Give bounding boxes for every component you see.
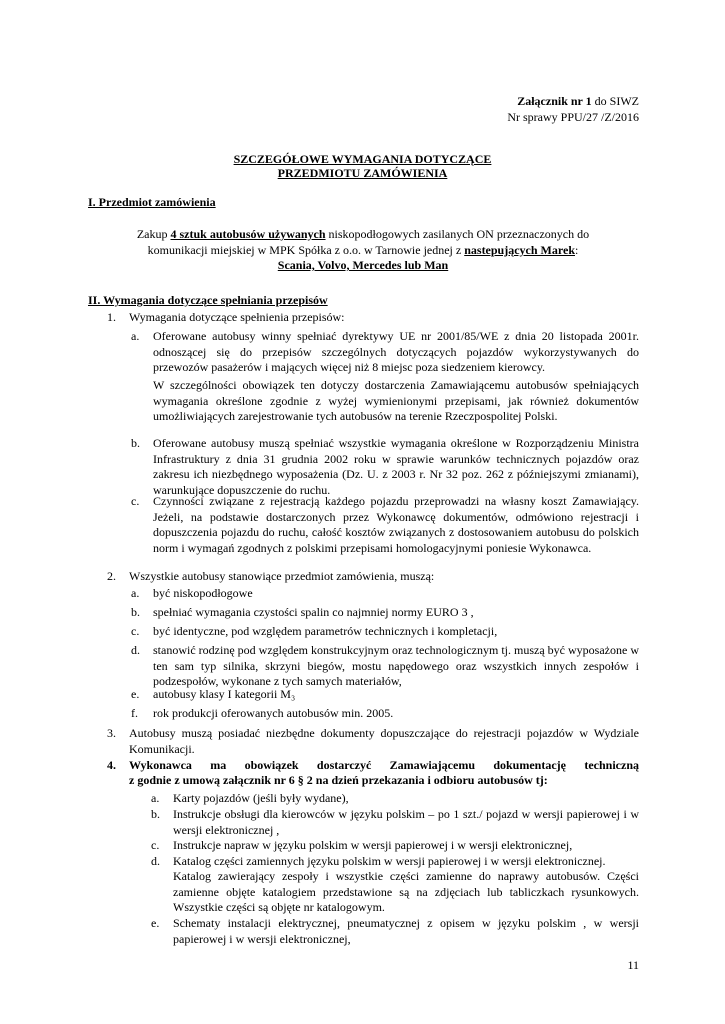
item-2b-text: spełniać wymagania czystości spalin co najmniej normy EURO 3 , (153, 605, 474, 619)
attachment-suffix: do SIWZ (591, 94, 639, 108)
attachment-number: Załącznik nr 1 (517, 94, 592, 108)
attachment-ref (517, 94, 639, 110)
item-4a-text: Karty pojazdów (jeśli były wydane), (173, 791, 349, 805)
intro-text-cont: niskopodłogowych zasilanych ON przeznaczonych do (325, 227, 590, 241)
item-2e-text: autobusy klasy I kategorii M₃ (153, 687, 296, 701)
intro-text-2: komunikacji miejskiej w MPK Spółka z o.o. w Tarnowie jednej z (147, 243, 465, 257)
item-1b-text: Oferowane autobusy muszą spełniać wszystkie wymagania określone w Rozporządzeniu Ministra Infrastruktury z dnia 31 grudnia 2002 roku w sprawie warunków technicznych pojazdów oraz zakresu ich niezbędnego wyposażenia (Dz. U. z 2003 r. Nr 32 poz. 262 z późniejszymi zmianami), warunkujące dopuszczenie do ruchu. (153, 436, 639, 497)
item-3-text: Autobusy muszą posiadać niezbędne dokumenty dopuszczające do rejestracji pojazdów w Wydziale Komunikacji. (129, 726, 639, 756)
document-title-line2: PRZEDMIOTU ZAMÓWIENIA (277, 166, 448, 180)
intro-text: Zakup (136, 227, 171, 241)
item-4d-label: d. (151, 854, 160, 868)
item-2f-label: f. (131, 706, 138, 720)
section-1-heading: I. Przedmiot zamówienia (88, 195, 216, 209)
item-2c-label: c. (131, 624, 140, 638)
section-2-heading: II. Wymagania dotyczące spełniania przepisów (88, 293, 328, 307)
item-4b-label: b. (151, 807, 160, 821)
intro-line2 (88, 243, 638, 259)
item-2-label: Wszystkie autobusy stanowiące przedmiot zamówienia, muszą: (129, 569, 435, 583)
item-2a-label: a. (131, 586, 140, 600)
item-1b-label: b. (131, 436, 140, 450)
item-1a-text: Oferowane autobusy winny spełniać dyrektywy UE nr 2001/85/WE z dnia 20 listopada 2001r. odnoszącej się do przepisów szczególnych dotyczących pojazdów wykorzystywanych do przewozów pasażerów i mających więcej niż 8 miejsc poza siedzeniem kierowcy. (153, 329, 639, 374)
item-1-number: 1. (107, 310, 116, 324)
intro-brands: Scania, Volvo, Mercedes lub Man (277, 258, 449, 272)
item-1a-para2: W szczególności obowiązek ten dotyczy dostarczenia Zamawiającemu autobusów spełniających wymagania określone zgodnie z wyżej wymienionymi przepisami, jak również dokumentów umożliwiających zarejestrowanie tych autobusów na terenie Rzeczpospolitej Polski. (153, 378, 639, 423)
item-4c-text: Instrukcje napraw w języku polskim w wersji papierowej i w wersji elektronicznej, (173, 838, 573, 852)
item-2d-text: stanowić rodzinę pod względem konstrukcyjnym oraz technologicznym tj. muszą być wyposażone w ten sam typ silnika, skrzyni biegów, mostu napędowego oraz wszystkich innych zespołów i podzespołów, wykonane z tych samych materiałów, (153, 643, 639, 688)
item-2b-label: b. (131, 605, 140, 619)
item-4-line2: z godnie z umową załącznik nr 6 § 2 na dzień przekazania i odbioru autobusów tj: (129, 773, 548, 787)
item-1a-label: a. (131, 329, 140, 343)
item-4c-label: c. (151, 838, 160, 852)
page-number: 11 (627, 958, 639, 972)
item-4e-label: e. (151, 916, 160, 930)
item-1-label: Wymagania dotyczące spełnienia przepisów: (129, 310, 345, 324)
intro-bold: 4 sztuk autobusów używanych (170, 227, 326, 241)
item-2d-label: d. (131, 643, 140, 657)
item-2a-text: być niskopodłogowe (153, 586, 253, 600)
item-4-number: 4. (107, 758, 116, 772)
item-3-number: 3. (107, 726, 116, 740)
document-title-line1: SZCZEGÓŁOWE WYMAGANIA DOTYCZĄCE (233, 152, 492, 166)
item-2c-text: być identyczne, pod względem parametrów technicznych i kompletacji, (153, 624, 498, 638)
item-2f-text: rok produkcji oferowanych autobusów min. 2005. (153, 706, 394, 720)
item-4e-text: Schematy instalacji elektrycznej, pneumatycznej z opisem w języku polskim , w wersji papierowej i w wersji elektronicznej, (173, 916, 639, 946)
item-2e-label: e. (131, 687, 140, 701)
item-4-line1: Wykonawca ma obowiązek dostarczyć Zamawiającemu dokumentację techniczną (129, 758, 639, 772)
intro-brands-label: nastepujących Marek (464, 243, 575, 257)
item-4d-catalog-desc: Katalog zawierający zespoły i wszystkie części zamienne do naprawy autobusów. Części zamienne objęte katalogiem przedstawione są na zdjęciach lub tabliczkach rysunkowych. Wszystkie części są objęte nr katalogowym. (173, 869, 639, 914)
item-2-number: 2. (107, 569, 116, 583)
case-number: Nr sprawy PPU/27 /Z/2016 (507, 110, 639, 124)
intro-colon: : (575, 243, 579, 257)
item-4a-label: a. (151, 791, 160, 805)
item-1c-text: Czynności związane z rejestracją każdego pojazdu przeprowadzi na własny koszt Zamawiający. Jeżeli, na podstawie dostarczonych przez Wykonawcę dokumentów, odmówiono rejestracji i dopuszczenia pojazdu do ruchu, całość kosztów związanych z dostosowaniem autobusu do polskich norm i wymagań zgodnych z polskimi przepisami homologacyjnymi poniesie Wykonawca. (153, 494, 639, 555)
item-1c-label: c. (131, 494, 140, 508)
intro-line1 (88, 227, 638, 243)
item-4d-text: Katalog części zamiennych języku polskim w wersji papierowej i w wersji elektronicznej. (173, 854, 606, 868)
item-4b-text: Instrukcje obsługi dla kierowców w języku polskim – po 1 szt./ pojazd w wersji papierowej i w wersji elektronicznej , (173, 807, 639, 837)
